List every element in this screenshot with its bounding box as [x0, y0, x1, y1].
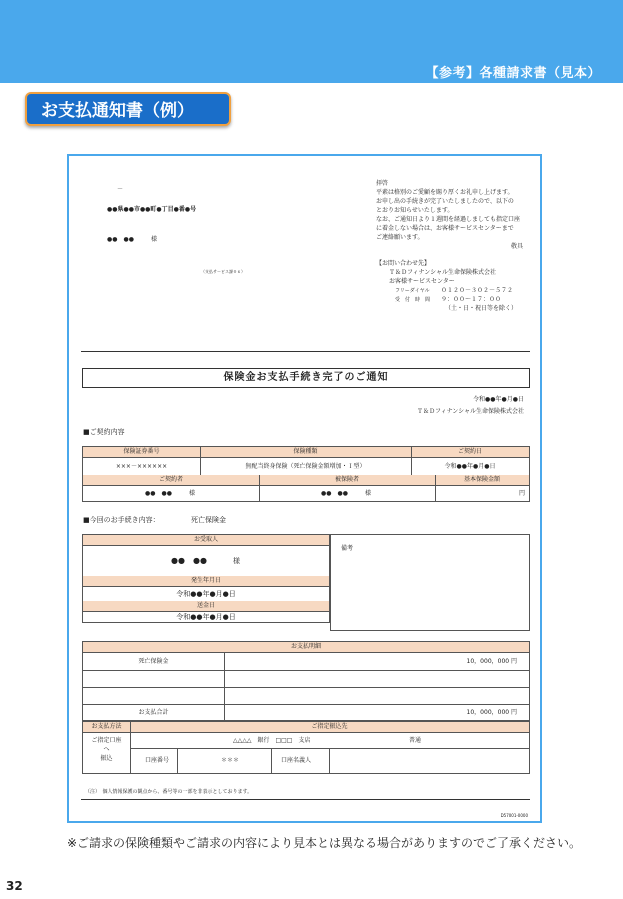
contract-table: [82, 446, 530, 502]
col-base-amount: 基本保険金額: [435, 475, 529, 486]
col-policyholder: ご契約者: [83, 475, 259, 486]
bank-branch: △△△△ 銀行 □□□ 支店: [233, 737, 311, 744]
dob-header: 発生年月日: [83, 576, 329, 587]
insurance-type: 無配当終身保険（死亡保険金額増加・Ｉ型）: [245, 463, 366, 470]
greeting-closing: 敬具: [511, 243, 524, 250]
account-holder-label: 口座名義人: [281, 757, 312, 764]
detail-header: お支払明細: [83, 642, 529, 653]
greeting-line: なお、ご通知日より１週間を経過しましても指定口座: [376, 216, 521, 223]
col-contract-date: ご契約日: [411, 447, 529, 458]
recipient-table: [82, 534, 330, 623]
holiday-note: （土・日・祝日等を除く）: [445, 305, 518, 312]
col-policy-number: 保険証券番号: [83, 447, 200, 458]
remit-header: 送金日: [83, 601, 329, 612]
insured-suffix: 様: [365, 490, 372, 497]
contact-company: Ｔ＆Ｄフィナンシャル生命保険株式会社: [389, 269, 496, 276]
recipient-suffix: 様: [233, 557, 240, 565]
insured-name: ●● ●●: [321, 490, 348, 497]
freedial-number: ０１２０－３０２－５７２: [441, 287, 514, 294]
greeting-line: お申し出の手続きが完了いたしましたので、以下の: [376, 198, 514, 205]
account-type: 普通: [409, 737, 422, 744]
remarks-box: [330, 534, 530, 631]
address-line: ●●県●●市●●町●丁目●番●号: [107, 206, 197, 213]
procedure-label: ■今回のお手続き内容：: [83, 516, 160, 524]
payment-notice-sample: [67, 154, 542, 823]
contact-title: 【お問い合わせ先】: [376, 260, 431, 267]
account-number: ＊＊＊: [221, 757, 240, 764]
footer-note: ※ご請求の保険種類やご請求の内容により見本とは異なる場合がありますのでご了承ください。: [67, 836, 582, 850]
contact-center: お客様サービスセンター: [389, 278, 455, 285]
notice-title: 保険金お支払手続き完了のご通知: [82, 368, 530, 388]
method-line: へ: [103, 746, 110, 753]
greeting-line: に着金しない場合は、お客様サービスセンターまで: [376, 225, 514, 232]
freedial-label: フリーダイヤル: [395, 288, 430, 294]
form-code: D57001-0000: [500, 813, 528, 818]
detail-item-amount: 10，000，000 円: [466, 658, 517, 665]
policy-number: ×××－××××××: [115, 463, 168, 470]
greeting-line: とおりお知らせいたします。: [376, 207, 454, 214]
method-line: ご指定口座: [91, 737, 122, 744]
contract-date: 令和●●年●月●日: [444, 463, 496, 470]
method-header: お支払方法: [83, 722, 130, 733]
policyholder-name: ●● ●●: [145, 490, 172, 497]
greeting-line: 拝啓: [376, 180, 389, 187]
divider: [81, 351, 530, 352]
account-number-label: 口座番号: [145, 757, 170, 764]
recipient-name: ●● ●●: [171, 556, 207, 565]
recipient-suffix: 様: [151, 236, 158, 243]
recipient-header: お受取人: [83, 535, 329, 546]
col-insured: 被保険者: [259, 475, 435, 486]
total-amount: 10，000，000 円: [466, 709, 517, 716]
occurrence-date: 令和●●年●月●日: [176, 590, 236, 598]
total-label: お支払合計: [138, 709, 169, 716]
recipient-name: ●● ●●: [107, 236, 134, 243]
payment-detail-table: [82, 641, 530, 721]
section-label: 【参考】各種請求書（見本）: [425, 66, 601, 81]
page-number: 32: [6, 879, 23, 893]
base-amount: 円: [518, 490, 525, 497]
hours-label: 受 付 時 間: [395, 297, 431, 303]
service-note: （支払サービス課０６）: [201, 269, 245, 274]
policyholder-suffix: 様: [189, 490, 196, 497]
bottom-divider: [81, 799, 530, 800]
hours-value: ９：００～１７：００: [441, 296, 502, 303]
address-dash: －: [117, 186, 124, 193]
payment-method-table: [82, 721, 530, 774]
greeting-line: 平素は格別のご愛顧を賜り厚くお礼申し上げます。: [376, 189, 514, 196]
contract-heading: ■ご契約内容: [83, 428, 125, 436]
detail-item: 死亡保険金: [138, 658, 169, 665]
method-line: 振込: [100, 755, 113, 762]
remit-date: 令和●●年●月●日: [176, 613, 236, 621]
col-insurance-type: 保険種類: [200, 447, 411, 458]
issuer: Ｔ＆Ｄフィナンシャル生命保険株式会社: [417, 408, 524, 415]
privacy-note: （注） 個人情報保護の観点から、番号等の一部を非表示としております。: [85, 789, 253, 795]
account-header: ご指定振込先: [130, 722, 529, 733]
procedure-value: 死亡保険金: [191, 516, 226, 524]
greeting-line: ご連絡願います。: [376, 234, 424, 241]
remarks-label: 備考: [341, 545, 354, 552]
page-title: お支払通知書（例）: [25, 92, 231, 126]
notice-date: 令和●●年●月●日: [473, 396, 524, 403]
